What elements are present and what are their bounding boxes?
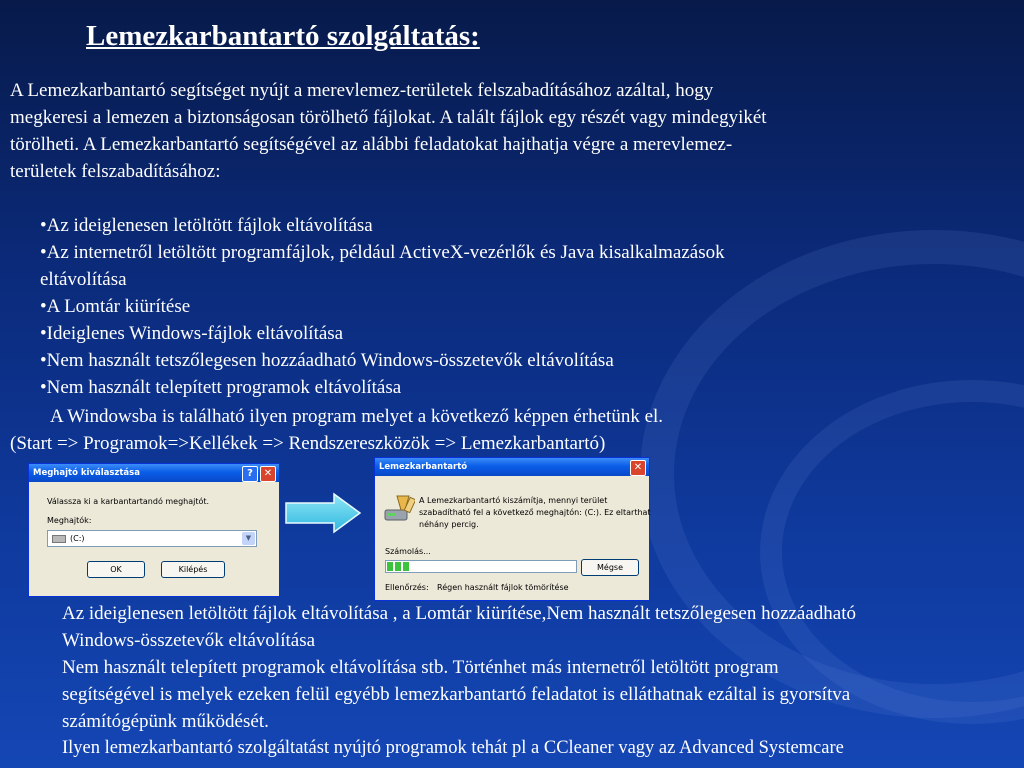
cancel-button[interactable]: Mégse [581,559,639,576]
disk-cleanup-title: Lemezkarbantartó [379,462,468,472]
drive-select-title: Meghajtó kiválasztása [33,468,140,478]
calculating-label: Számolás... [385,547,431,556]
ok-button[interactable]: OK [87,561,145,578]
bullet-item: •Az internetről letöltött programfájlok, például ActiveX-vezérlők és Java kisalkalmazások [40,242,725,263]
closing-line: Nem használt telepített programok eltávolítása stb. Történhet más internetről letöltött program [62,657,779,678]
cleanup-message-line: A Lemezkarbantartó kiszámítja, mennyi terület [419,496,608,505]
bullet-item: eltávolítása [40,269,127,290]
closing-line: segítségével is melyek ezeken felül egyébb lemezkarbantartó feladatot is elláthatnak ezáltal is gyorsítva [62,684,851,705]
closing-line: Ilyen lemezkarbantartó szolgáltatást nyújtó programok tehát pl a CCleaner vagy az Advanced Systemcare [62,738,844,758]
check-label: Ellenőrzés: [385,583,429,592]
drive-dropdown[interactable] [47,530,257,547]
closing-line: Az ideiglenesen letöltött fájlok eltávolítása , a Lomtár kiürítése,Nem használt tetszőlegesen hozzáadható [62,603,857,624]
intro-line: A Lemezkarbantartó segítséget nyújt a merevlemez-területek felszabadításához azáltal, hogy [10,80,714,101]
bullet-item: •Ideiglenes Windows-fájlok eltávolítása [40,323,344,344]
background-swirl [760,380,1024,724]
disk-cleanup-titlebar [375,458,649,476]
page-title: Lemezkarbantartó szolgáltatás: [86,20,480,52]
drive-select-prompt: Válassza ki a karbantartandó meghajtót. [47,497,210,506]
close-button[interactable]: ✕ [630,460,646,476]
background-swirl [640,230,1024,718]
cleanup-message-line: szabadítható fel a következő meghajtón: (C:). Ez eltarthat [419,508,651,517]
chevron-down-icon[interactable]: ▼ [242,532,255,545]
exit-button[interactable]: Kilépés [161,561,225,578]
arrow-right-icon [284,492,362,534]
intro-line: megkeresi a lemezen a biztonságosan törölhető fájlokat. A talált fájlok egy részét vagy mindegyikét [10,107,767,128]
closing-line: számítógépünk működését. [62,711,269,732]
bullet-item: •Nem használt tetszőlegesen hozzáadható Windows-összetevők eltávolítása [40,350,614,371]
bullet-item: •Nem használt telepített programok eltávolítása [40,377,402,398]
drive-select-titlebar [29,464,279,482]
bullet-item: •Az ideiglenesen letöltött fájlok eltávolítása [40,215,373,236]
progress-fill [387,562,411,571]
cleanup-message-line: néhány percig. [419,520,479,529]
help-button[interactable]: ? [242,466,258,482]
intro-line: területek felszabadításához: [10,161,221,182]
drive-icon [52,535,66,543]
intro-line: törölheti. A Lemezkarbantartó segítségével az alábbi feladatokat hajthatja végre a merevlemez- [10,134,733,155]
close-button[interactable]: ✕ [260,466,276,482]
closing-line: Windows-összetevők eltávolítása [62,630,316,651]
progress-bar [385,560,577,573]
disk-cleanup-dialog [374,457,650,601]
windows-note: A Windowsba is található ilyen program melyet a következő képpen érhetünk el. [50,406,664,427]
disk-cleanup-icon [383,494,415,524]
path-note: (Start => Programok=>Kellékek => Rendszereszközök => Lemezkarbantartó) [10,433,606,454]
drives-label: Meghajtók: [47,516,92,525]
bullet-item: •A Lomtár kiürítése [40,296,191,317]
drive-select-dialog [28,463,280,597]
drive-value: (C:) [70,534,85,543]
check-value: Régen használt fájlok tömörítése [437,583,569,592]
